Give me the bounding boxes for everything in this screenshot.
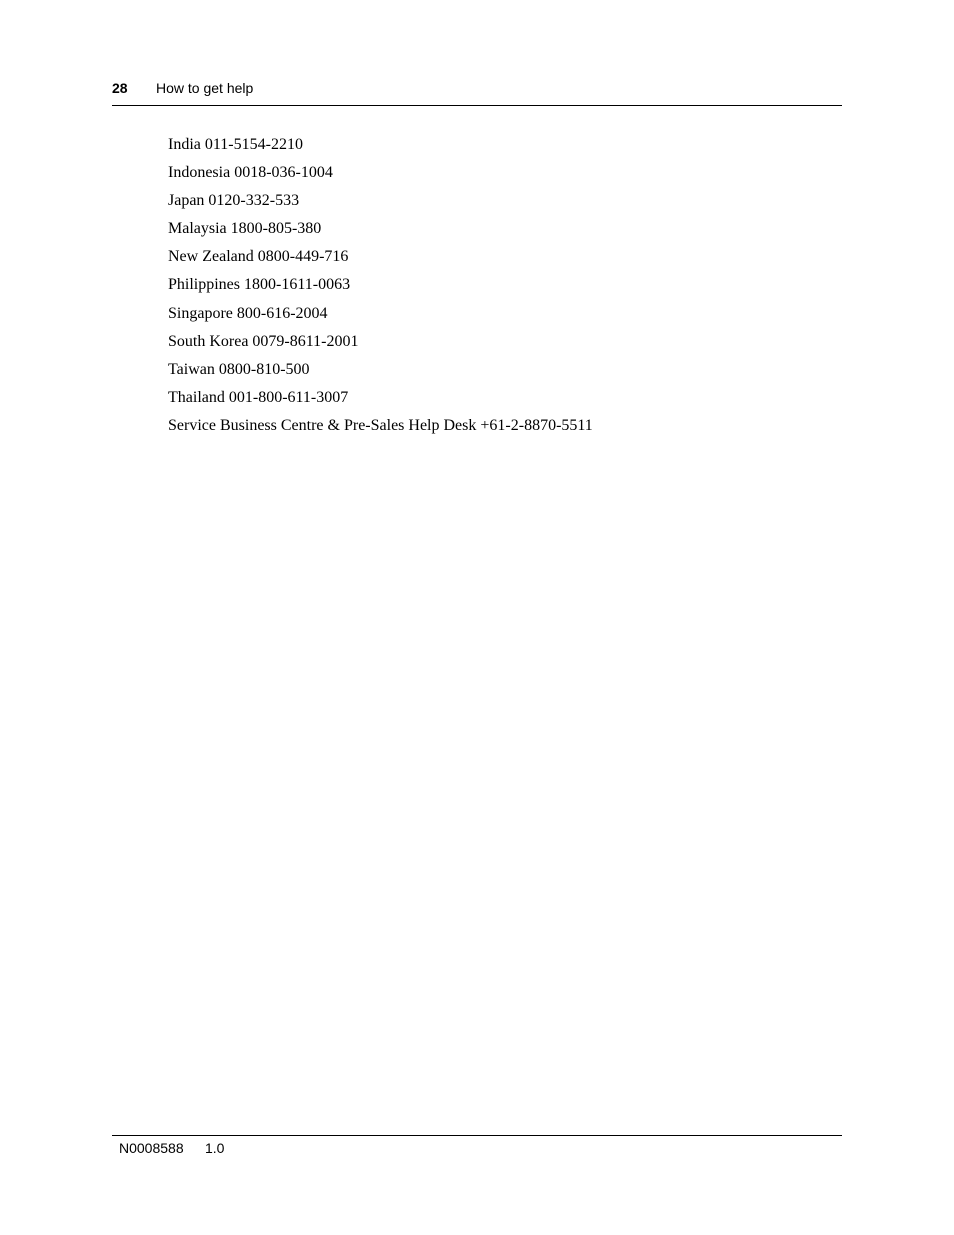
section-title: How to get help [156,80,254,96]
contact-india: India 011-5154-2210 [168,136,303,153]
contact-list [168,134,593,443]
contact-thailand: Thailand 001-800-611-3007 [168,388,349,406]
page-number: 28 [112,80,128,96]
page-footer [112,1135,842,1156]
contact-new-zealand: New Zealand 0800-449-716 [168,248,349,266]
contact-taiwan: Taiwan 0800-810-500 [168,360,310,378]
contact-singapore: Singapore 800-616-2004 [168,304,328,322]
document-version: 1.0 [205,1140,225,1156]
contact-malaysia: Malaysia 1800-805-380 [168,220,322,238]
contact-south-korea: South Korea 0079-8611-2001 [168,332,359,350]
contact-philippines: Philippines 1800-1611-0063 [168,276,351,294]
page-header [112,79,842,106]
contact-indonesia: Indonesia 0018-036-1004 [168,164,333,182]
document-id: N0008588 [119,1140,184,1156]
contact-japan: Japan 0120-332-533 [168,192,300,210]
contact-service-business-centre: Service Business Centre & Pre-Sales Help Desk +61-2-8870-5511 [168,416,593,434]
